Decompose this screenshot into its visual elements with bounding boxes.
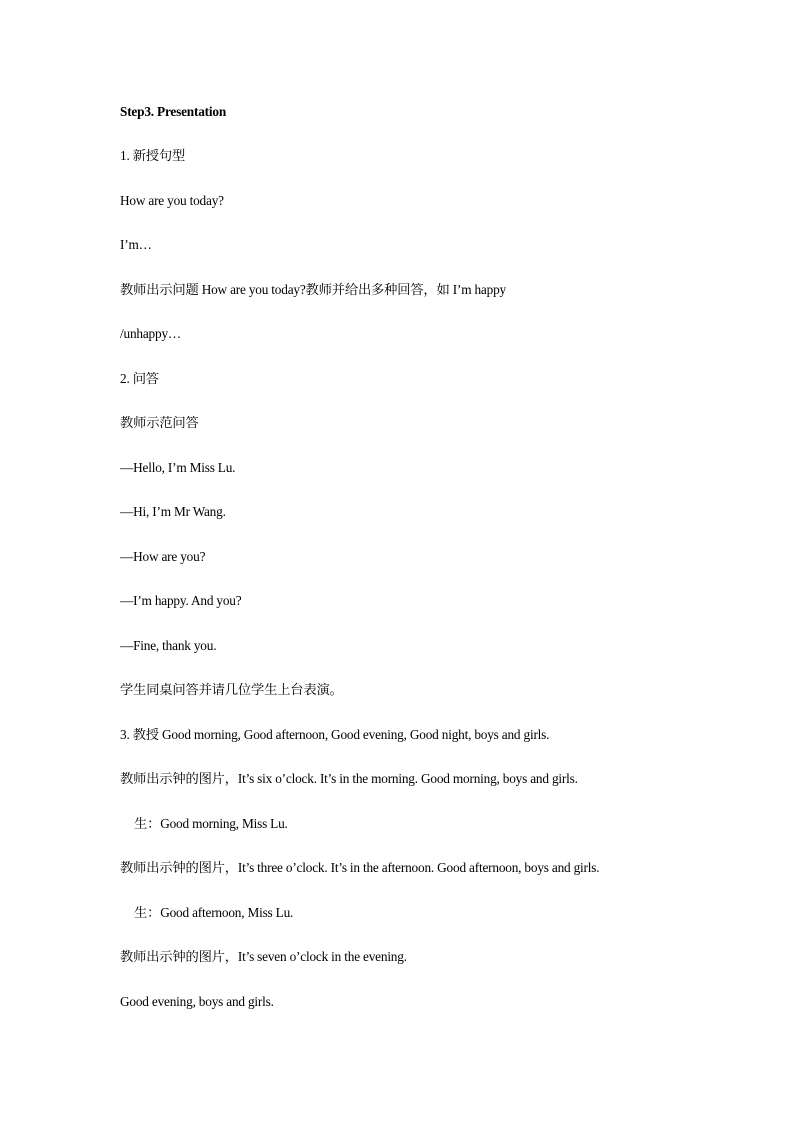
paragraph-teacher-instruction-cont: /unhappy… xyxy=(120,326,181,341)
paragraph-answer-pattern: I’m… xyxy=(120,237,152,252)
paragraph-evening: 教师出示钟的图片，It’s seven o’clock in the evening. xyxy=(120,949,407,964)
paragraph-student-practice: 学生同桌问答并请几位学生上台表演。 xyxy=(120,682,343,697)
dialogue-line: —Hi, I’m Mr Wang. xyxy=(120,504,226,519)
paragraph-item-1-title: 1. 新授句型 xyxy=(120,148,186,163)
paragraph-demo-title: 教师示范问答 xyxy=(120,415,199,430)
dialogue-line: —Fine, thank you. xyxy=(120,638,217,653)
student-reply-afternoon: 生：Good afternoon, Miss Lu. xyxy=(134,905,294,920)
dialogue-line: —How are you? xyxy=(120,549,206,564)
student-reply-morning: 生：Good morning, Miss Lu. xyxy=(134,816,288,831)
dialogue-line: —Hello, I’m Miss Lu. xyxy=(120,460,236,475)
paragraph-question: How are you today? xyxy=(120,193,224,208)
paragraph-teacher-instruction: 教师出示问题 How are you today?教师并给出多种回答，如 I’m happy xyxy=(120,282,506,297)
paragraph-item-3-title: 3. 教授 Good morning, Good afternoon, Good evening, Good night, boys and girls. xyxy=(120,727,550,742)
paragraph-afternoon: 教师出示钟的图片，It’s three o’clock. It’s in the afternoon. Good afternoon, boys and girls. xyxy=(120,860,600,875)
paragraph-item-2-title: 2. 问答 xyxy=(120,371,159,386)
paragraph-evening-greeting: Good evening, boys and girls. xyxy=(120,994,274,1009)
section-heading: Step3. Presentation xyxy=(120,104,227,119)
dialogue-line: —I’m happy. And you? xyxy=(120,593,242,608)
paragraph-morning: 教师出示钟的图片，It’s six o’clock. It’s in the morning. Good morning, boys and girls. xyxy=(120,771,578,786)
